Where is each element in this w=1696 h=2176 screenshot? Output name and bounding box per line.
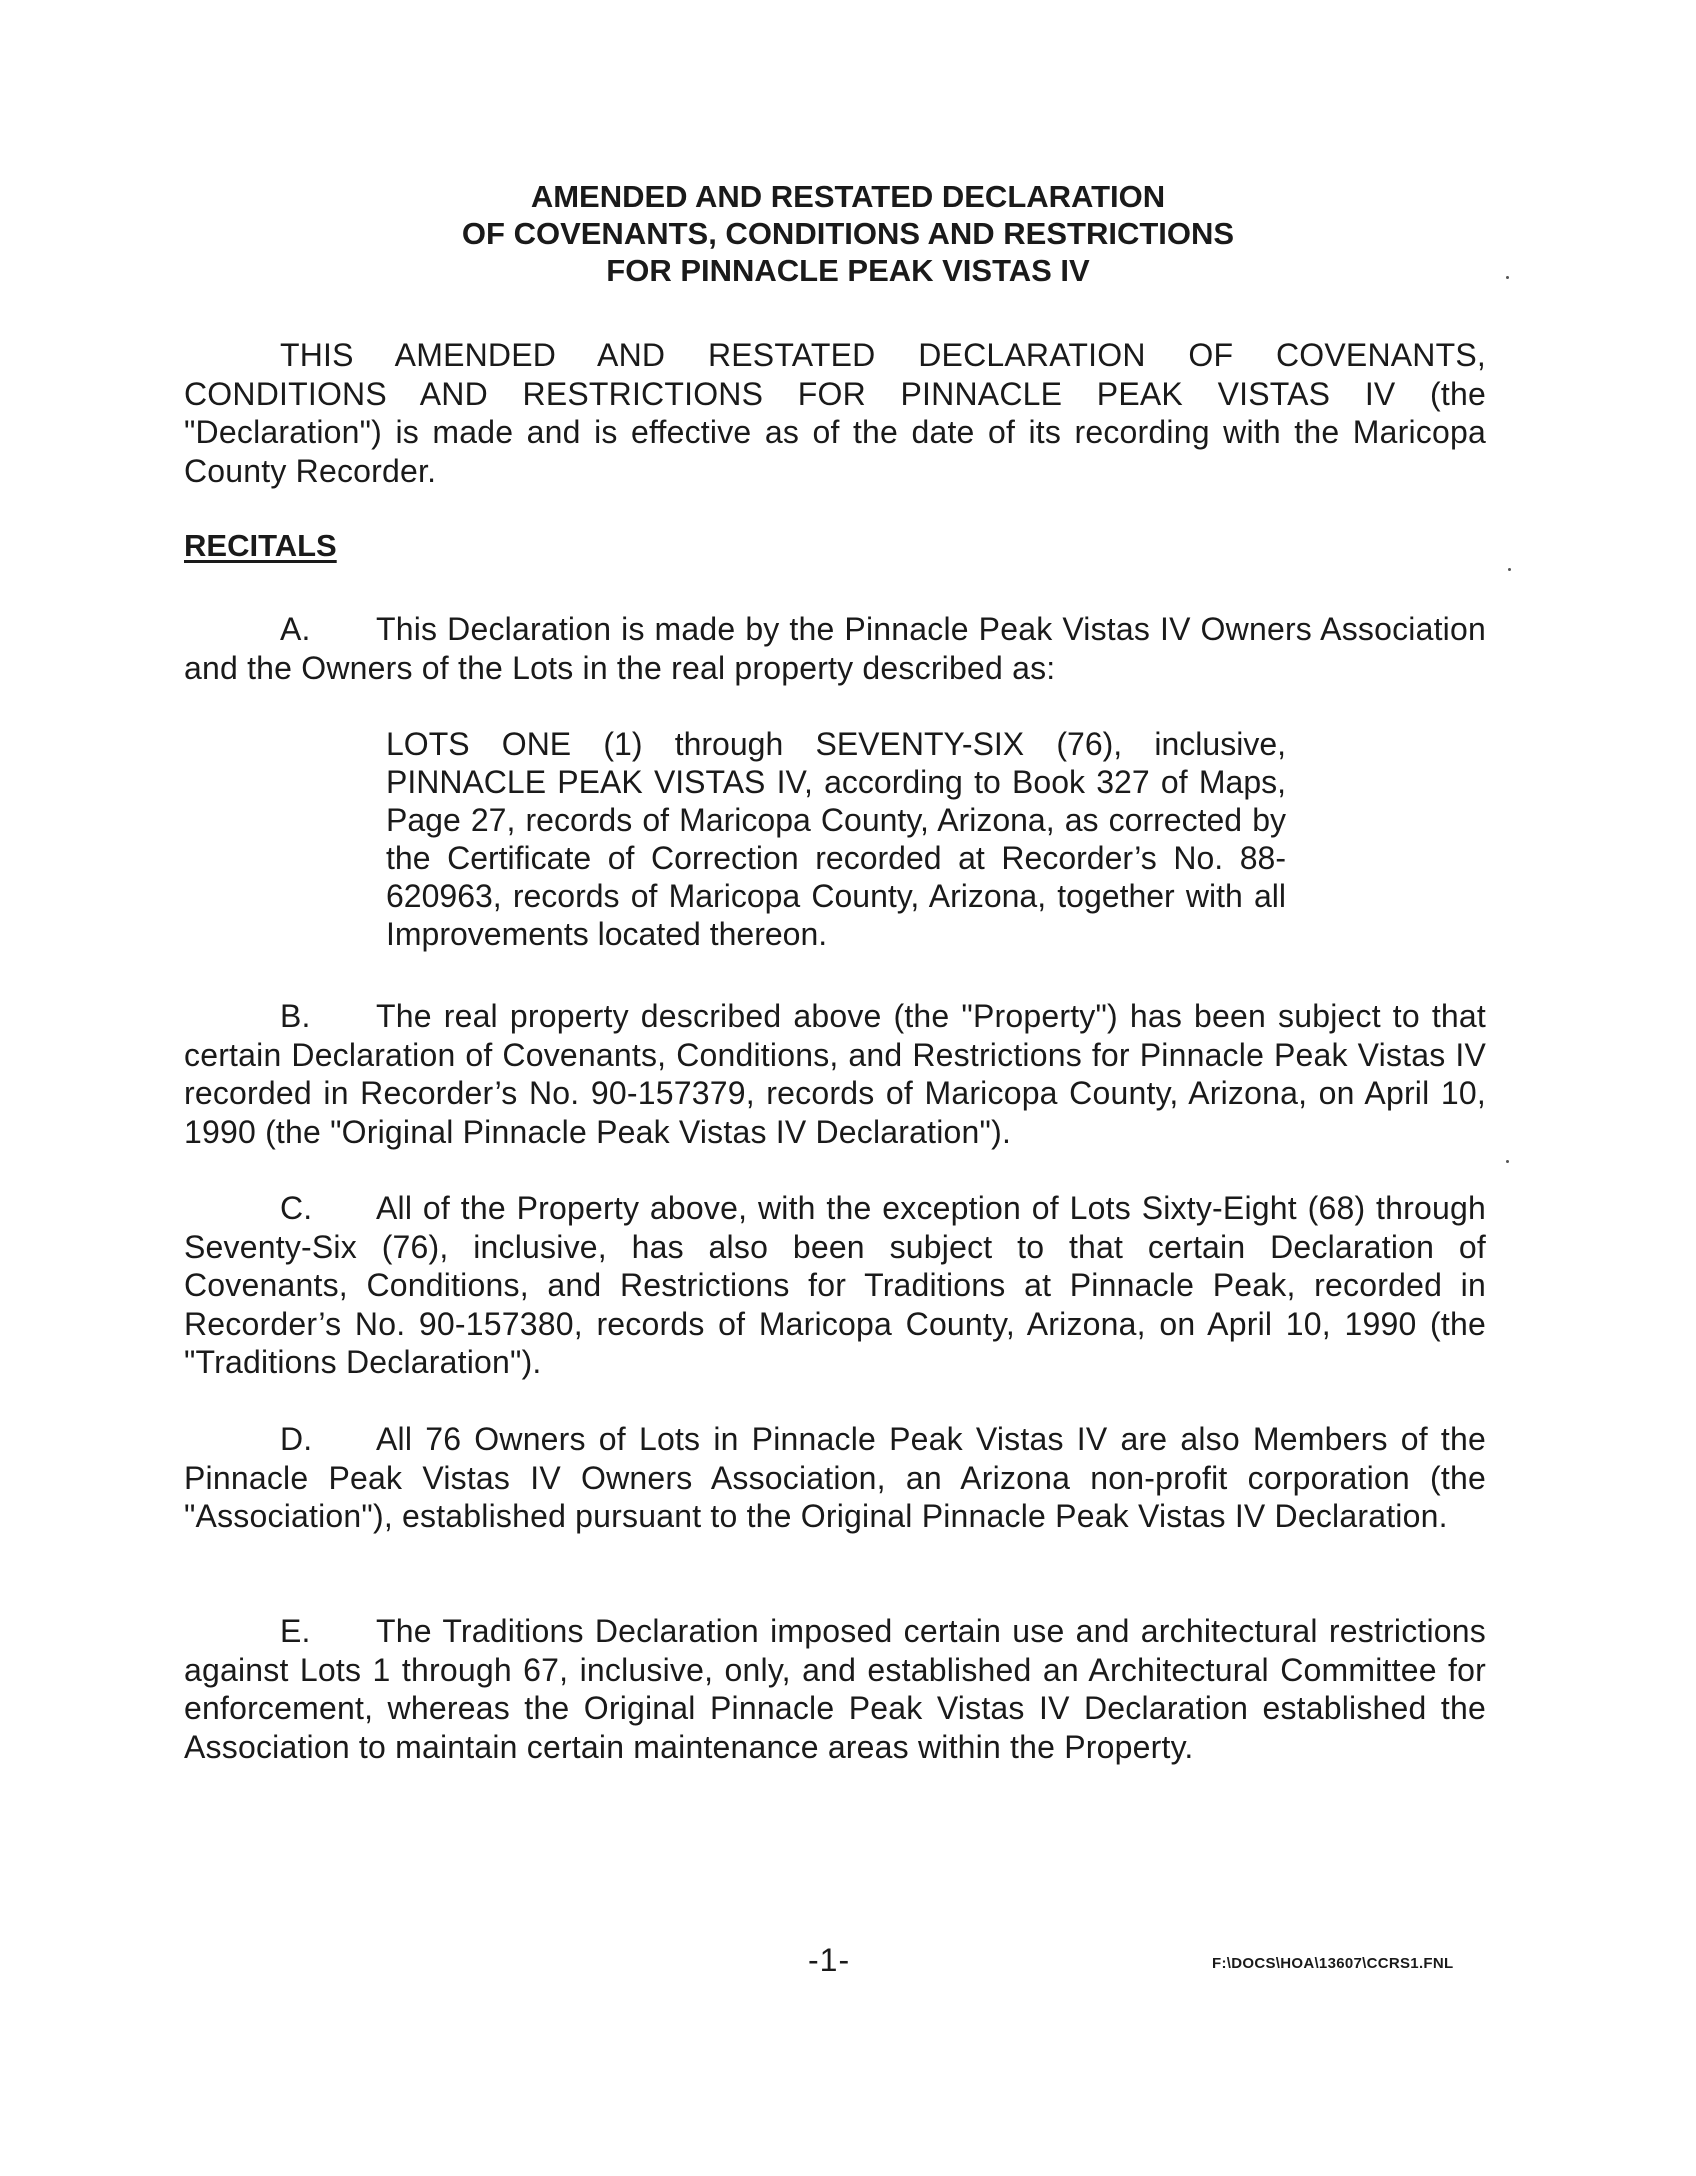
document-title (0, 178, 1696, 289)
recital-b (184, 997, 1486, 1151)
title-line-2: OF COVENANTS, CONDITIONS AND RESTRICTIONS (461, 216, 1235, 251)
scan-speck (1506, 276, 1509, 279)
recital-e (184, 1612, 1486, 1766)
recital-letter: C. (280, 1190, 313, 1226)
recital-text: All of the Property above, with the exception of Lots Sixty-Eight (68) through Seventy-Six (76), inclusive, has also been subject to that certain Declaration of Covenants, Conditions, and Restrictions for Traditions at Pinnacle Peak, recorded in Recorder’s No. 90-157380, records of Maricopa County, Arizona, on April 10, 1990 (the "Traditions Declaration"). (184, 1190, 1486, 1380)
scan-speck (1506, 1160, 1509, 1163)
legal-description: LOTS ONE (1) through SEVENTY-SIX (76), inclusive, PINNACLE PEAK VISTAS IV, according to Book 327 of Maps, Page 27, records of Maricopa County, Arizona, as corrected by the Certificate of Correction recorded at Recorder’s No. 88-620963, records of Maricopa County, Arizona, together with all Improvements located thereon. (386, 726, 1286, 952)
recital-letter: A. (280, 611, 311, 647)
recital-letter: D. (280, 1421, 313, 1457)
recital-letter: B. (280, 998, 311, 1034)
scan-speck (1508, 568, 1511, 571)
recitals-heading: RECITALS (184, 528, 337, 563)
recital-text: The real property described above (the "Property") has been subject to that certain Declaration of Covenants, Conditions, and Restrictions for Pinnacle Peak Vistas IV recorded in Recorder’s No. 90-157379, records of Maricopa County, Arizona, on April 10, 1990 (the "Original Pinnacle Peak Vistas IV Declaration"). (184, 998, 1486, 1150)
recital-text: All 76 Owners of Lots in Pinnacle Peak Vistas IV are also Members of the Pinnacle Peak Vistas IV Owners Association, an Arizona non-profit corporation (the "Association"), established pursuant to the Original Pinnacle Peak Vistas IV Declaration. (184, 1421, 1486, 1534)
page-number: -1- (808, 1942, 851, 1978)
recital-letter: E. (280, 1613, 311, 1649)
recital-text: The Traditions Declaration imposed certain use and architectural restrictions against Lots 1 through 67, inclusive, only, and established an Architectural Committee for enforcement, whereas the Original Pinnacle Peak Vistas IV Declaration established the Association to maintain certain maintenance areas within the Property. (184, 1613, 1486, 1765)
recital-a (184, 610, 1486, 687)
recital-c (184, 1189, 1486, 1382)
recital-text: This Declaration is made by the Pinnacle Peak Vistas IV Owners Association and the Owners of the Lots in the real property described as: (184, 611, 1486, 686)
recital-d (184, 1420, 1486, 1536)
title-line-1: AMENDED AND RESTATED DECLARATION (530, 179, 1166, 214)
title-line-3: FOR PINNACLE PEAK VISTAS IV (606, 253, 1090, 288)
file-path: F:\DOCS\HOA\13607\CCRS1.FNL (1212, 1955, 1454, 1972)
intro-paragraph: THIS AMENDED AND RESTATED DECLARATION OF COVENANTS, CONDITIONS AND RESTRICTIONS FOR PINNACLE PEAK VISTAS IV (the "Declaration") is made and is effective as of the date of its recording with the Maricopa County Recorder. (184, 337, 1486, 489)
